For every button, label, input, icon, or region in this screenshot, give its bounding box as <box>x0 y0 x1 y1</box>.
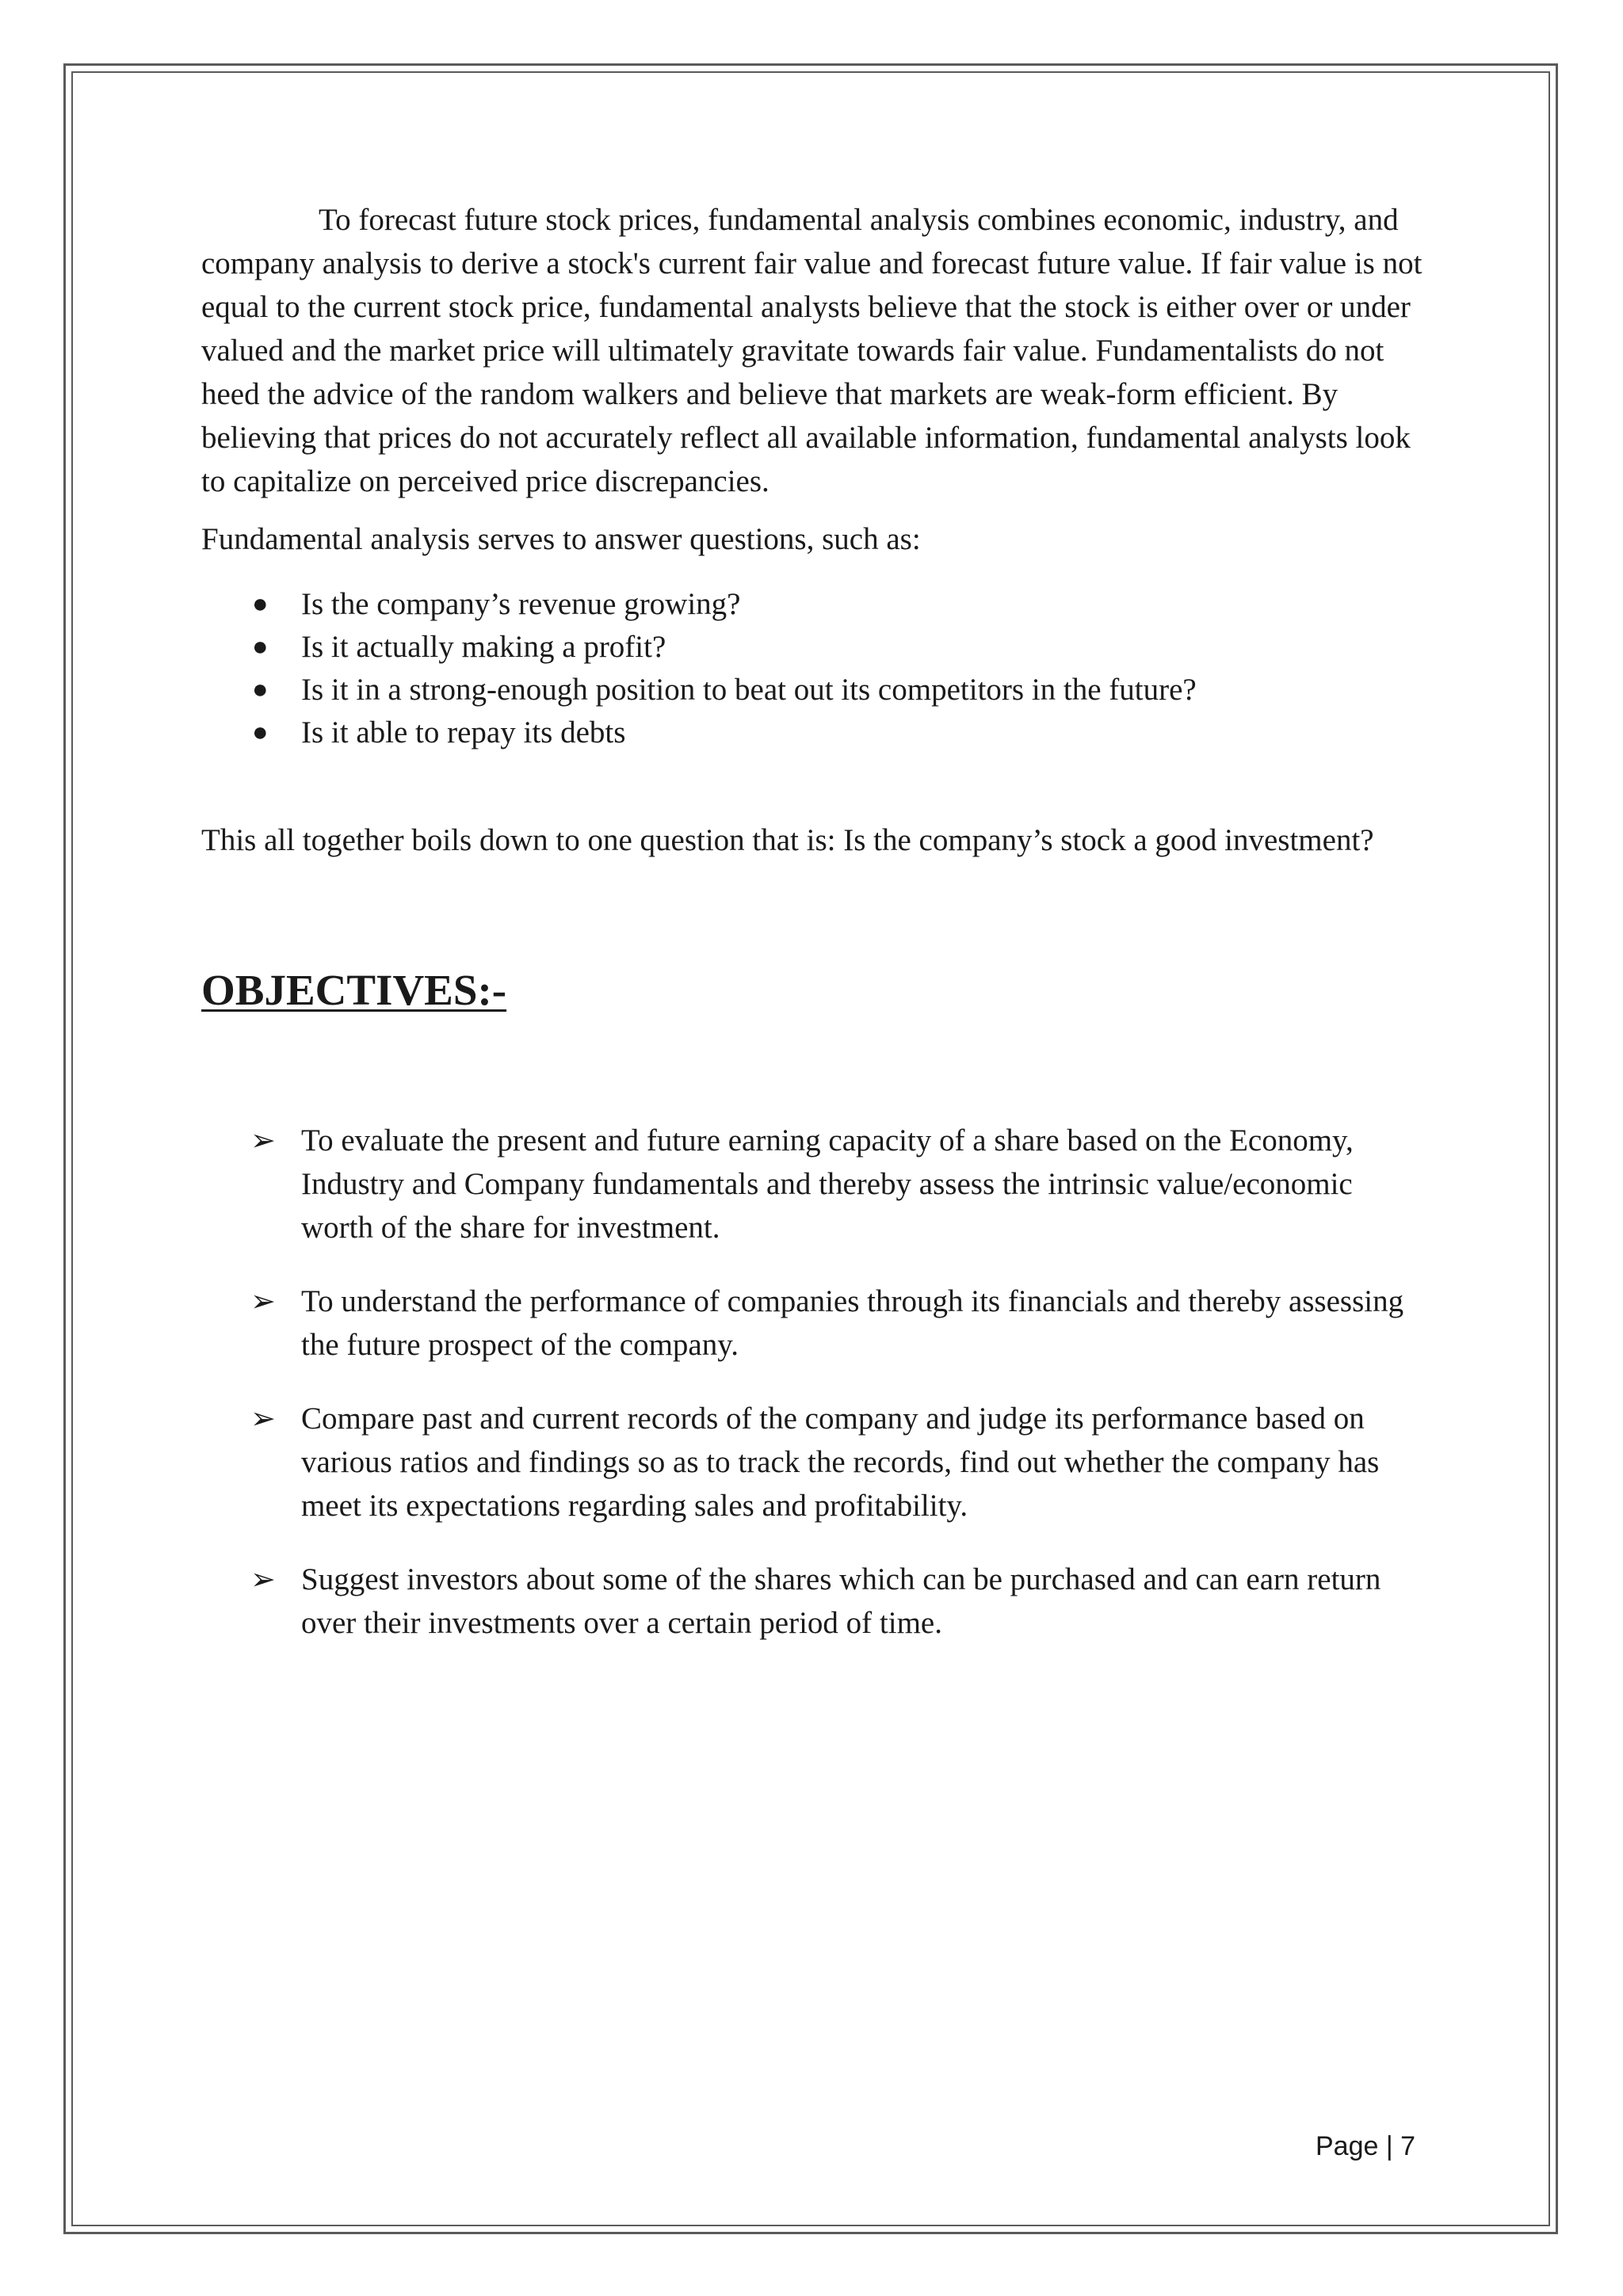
arrowhead-right-icon: ➢ <box>250 1401 276 1436</box>
list-item-text: To evaluate the present and future earning capacity of a share based on the Economy, Industry and Company fundamentals and thereby assess the intrinsic value/economic worth of the share for investment. <box>301 1123 1354 1245</box>
objectives-heading: OBJECTIVES:- <box>201 966 507 1014</box>
bullet-dot-icon: ● <box>252 632 269 662</box>
conclusion-paragraph: This all together boils down to one question that is: Is the company’s stock a good investment? <box>201 823 1374 857</box>
bullet-dot-icon: ● <box>252 589 269 619</box>
bullet-dot-icon: ● <box>252 718 269 747</box>
list-item <box>201 626 1428 669</box>
list-item <box>201 1558 1428 1645</box>
intro-paragraph: To forecast future stock prices, fundamental analysis combines economic, industry, and company analysis to derive a stock's current fair value and forecast future value. If fair value is not equal to the current stock price, fundamental analysts believe that the stock is either over or under valued and the market price will ultimately gravitate towards fair value. Fundamentalists do not heed the advice of the random walkers and believe that markets are weak-form efficient. By believing that prices do not accurately reflect all available information, fundamental analysts look to capitalize on perceived price discrepancies. <box>201 203 1423 498</box>
list-item-text: Is it actually making a profit? <box>301 630 666 664</box>
questions-list <box>201 583 1428 754</box>
page-content <box>201 198 1428 1675</box>
list-item-text: Is it able to repay its debts <box>301 715 626 749</box>
list-item <box>201 1397 1428 1527</box>
bullet-dot-icon: ● <box>252 675 269 704</box>
list-item-text: Is it in a strong-enough position to beat out its competitors in the future? <box>301 673 1197 707</box>
list-item <box>201 1280 1428 1367</box>
list-item-text: Suggest investors about some of the shares which can be purchased and can earn return over their investments over a certain period of time. <box>301 1562 1381 1640</box>
arrowhead-right-icon: ➢ <box>250 1562 276 1596</box>
list-item-text: Compare past and current records of the company and judge its performance based on various ratios and findings so as to track the records, find out whether the company has meet its expectations regarding sales and profitability. <box>301 1402 1380 1523</box>
list-item <box>201 583 1428 626</box>
list-item-text: Is the company’s revenue growing? <box>301 587 741 621</box>
page-number: Page | 7 <box>1316 2131 1416 2161</box>
questions-intro-paragraph: Fundamental analysis serves to answer questions, such as: <box>201 522 921 556</box>
objectives-list <box>201 1119 1428 1645</box>
list-item <box>201 669 1428 711</box>
list-item <box>201 1119 1428 1249</box>
list-item <box>201 711 1428 754</box>
arrowhead-right-icon: ➢ <box>250 1283 276 1318</box>
arrowhead-right-icon: ➢ <box>250 1123 276 1158</box>
list-item-text: To understand the performance of companies through its financials and thereby assessing the future prospect of the company. <box>301 1284 1404 1362</box>
